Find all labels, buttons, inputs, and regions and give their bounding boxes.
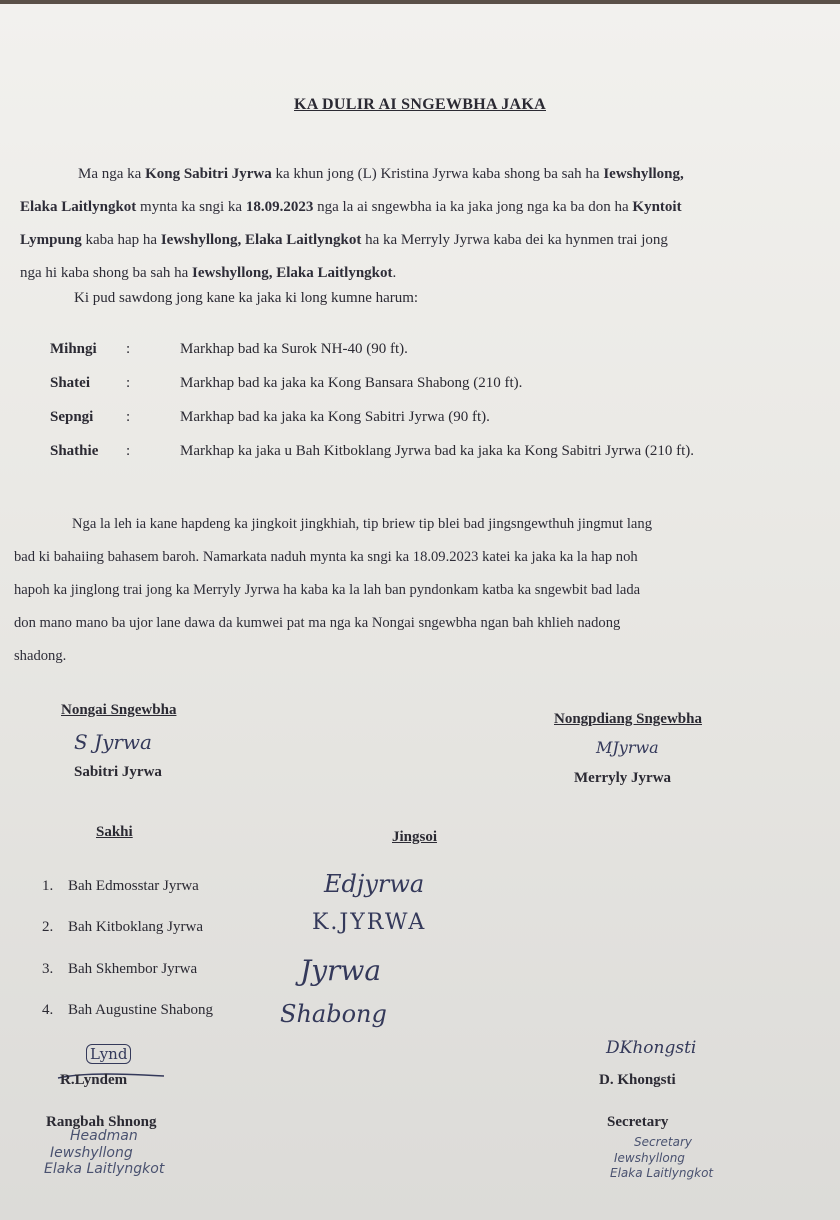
- place-bold: Iewshyllong, Elaka Laitlyngkot: [192, 265, 393, 281]
- place-bold: Iewshyllong,: [603, 166, 684, 182]
- witness-signature: Edjyrwa: [324, 870, 425, 898]
- headman-stamp-line-1: Headman: [70, 1128, 138, 1144]
- signature-heading: Jingsoi: [392, 829, 438, 845]
- intro-text: nga hi kaba shong ba sah ha: [20, 265, 193, 281]
- witness-name: Bah Edmosstar Jyrwa: [68, 878, 199, 894]
- intro-line-4: [20, 257, 780, 290]
- witness-name: Bah Augustine Shabong: [68, 1002, 213, 1018]
- intro-line-3: [20, 224, 780, 257]
- witness-item: [42, 1002, 213, 1019]
- headman-title: Rangbah Shnong: [46, 1114, 157, 1130]
- secretary-signature: DKhongsti: [606, 1038, 697, 1058]
- closing-line-3: hapoh ka jinglong trai jong ka Merryly Jyrwa ha kaba ka la lah ban pyndonkam katba ka sngewbit bad lada: [14, 582, 641, 598]
- witness-item: [42, 878, 199, 895]
- headman-stamp-line-3: Elaka Laitlyngkot: [44, 1161, 165, 1177]
- boundary-label: Shatei: [50, 375, 91, 391]
- boundary-text: Markhap bad ka jaka ka Kong Bansara Shabong (210 ft).: [180, 375, 523, 391]
- boundary-label: Mihngi: [50, 341, 97, 357]
- closing-line-2: bad ki bahaiing bahasem baroh. Namarkata naduh mynta ka sngi ka 18.09.2023 katei ka jaka ka la hap noh: [14, 549, 638, 565]
- intro-text: .: [392, 265, 397, 281]
- boundary-row-south: [50, 442, 694, 460]
- receiver-heading: Nongpdiang Sngewbha: [554, 711, 702, 727]
- place-bold: Elaka Laitlyngkot: [20, 199, 137, 215]
- closing-line-1: Nga la leh ia kane hapdeng ka jingkoit jingkhiah, tip briew tip blei bad jingsngewthuh jingmut lang: [72, 516, 652, 532]
- witness-signature: Shabong: [280, 1000, 387, 1028]
- boundary-colon: :: [126, 443, 131, 459]
- document-title: KA DULIR AI SNGEWBHA JAKA: [294, 96, 546, 113]
- headman-stamp-line-2: Iewshyllong: [50, 1145, 133, 1161]
- witness-item: [42, 919, 203, 936]
- witness-number: 4.: [42, 1002, 54, 1018]
- boundary-intro: Ki pud sawdong jong kane ka jaka ki long kumne harum:: [74, 290, 419, 306]
- boundary-row-north: [50, 374, 522, 392]
- document-page: [0, 4, 840, 1220]
- intro-text: kaba hap ha: [81, 232, 161, 248]
- witness-name: Bah Skhembor Jyrwa: [68, 961, 198, 977]
- secretary-stamp-line-3: Elaka Laitlyngkot: [610, 1166, 714, 1180]
- secretary-stamp-line-2: Iewshyllong: [614, 1151, 685, 1165]
- giver-heading: Nongai Sngewbha: [61, 702, 177, 718]
- witness-signature: K.JYRWA: [312, 910, 427, 935]
- place-bold: Iewshyllong, Elaka Laitlyngkot: [160, 232, 362, 248]
- intro-text: ha ka Merryly Jyrwa kaba dei ka hynmen trai jong: [361, 232, 668, 248]
- witness-number: 3.: [42, 961, 54, 977]
- intro-line-1: [20, 158, 780, 191]
- intro-text: Ma nga ka: [78, 166, 146, 182]
- boundary-label: Shathie: [50, 443, 99, 459]
- headman-name: R.Lyndem: [60, 1072, 128, 1088]
- date-bold: 18.09.2023: [245, 199, 314, 215]
- boundary-label: Sepngi: [50, 409, 94, 425]
- intro-text: ka khun jong (L) Kristina Jyrwa kaba shong ba sah ha: [271, 166, 604, 182]
- witness-name: Bah Kitboklang Jyrwa: [68, 919, 203, 935]
- boundary-colon: :: [126, 341, 131, 357]
- boundary-row-west: [50, 408, 490, 426]
- boundary-colon: :: [126, 375, 131, 391]
- intro-text: nga la ai sngewbha ia ka jaka jong nga ka ba don ha: [313, 199, 633, 215]
- giver-signature: S Jyrwa: [74, 730, 152, 754]
- closing-line-4: don mano mano ba ujor lane dawa da kumwei pat ma nga ka Nongai sngewbha ngan bah khlieh nadong: [14, 615, 621, 631]
- headman-signature: Lynd: [86, 1044, 131, 1064]
- witness-signature: Jyrwa: [300, 954, 382, 987]
- giver-name-bold: Kong Sabitri Jyrwa: [145, 166, 272, 182]
- secretary-stamp-line-1: Secretary: [634, 1135, 693, 1149]
- boundary-text: Markhap bad ka Surok NH-40 (90 ft).: [180, 341, 408, 357]
- boundary-text: Markhap ka jaka u Bah Kitboklang Jyrwa bad ka jaka ka Kong Sabitri Jyrwa (210 ft).: [180, 443, 695, 459]
- witness-number: 2.: [42, 919, 54, 935]
- receiver-signature: MJyrwa: [596, 738, 659, 757]
- witness-number: 1.: [42, 878, 54, 894]
- witness-heading: Sakhi: [96, 824, 133, 840]
- closing-paragraph: [14, 508, 774, 673]
- giver-name: Sabitri Jyrwa: [74, 764, 162, 780]
- boundary-row-east: [50, 340, 408, 358]
- closing-line-5: shadong.: [14, 648, 67, 664]
- witness-item: [42, 961, 197, 978]
- boundary-text: Markhap bad ka jaka ka Kong Sabitri Jyrwa (90 ft).: [180, 409, 490, 425]
- boundary-colon: :: [126, 409, 131, 425]
- intro-line-2: [20, 191, 780, 224]
- intro-paragraph: [20, 158, 780, 290]
- receiver-name: Merryly Jyrwa: [574, 770, 672, 786]
- secretary-title: Secretary: [607, 1114, 669, 1130]
- place-bold: Lympung: [20, 232, 82, 248]
- place-bold: Kyntoit: [632, 199, 682, 215]
- secretary-name: D. Khongsti: [599, 1072, 676, 1088]
- intro-text: mynta ka sngi ka: [136, 199, 246, 215]
